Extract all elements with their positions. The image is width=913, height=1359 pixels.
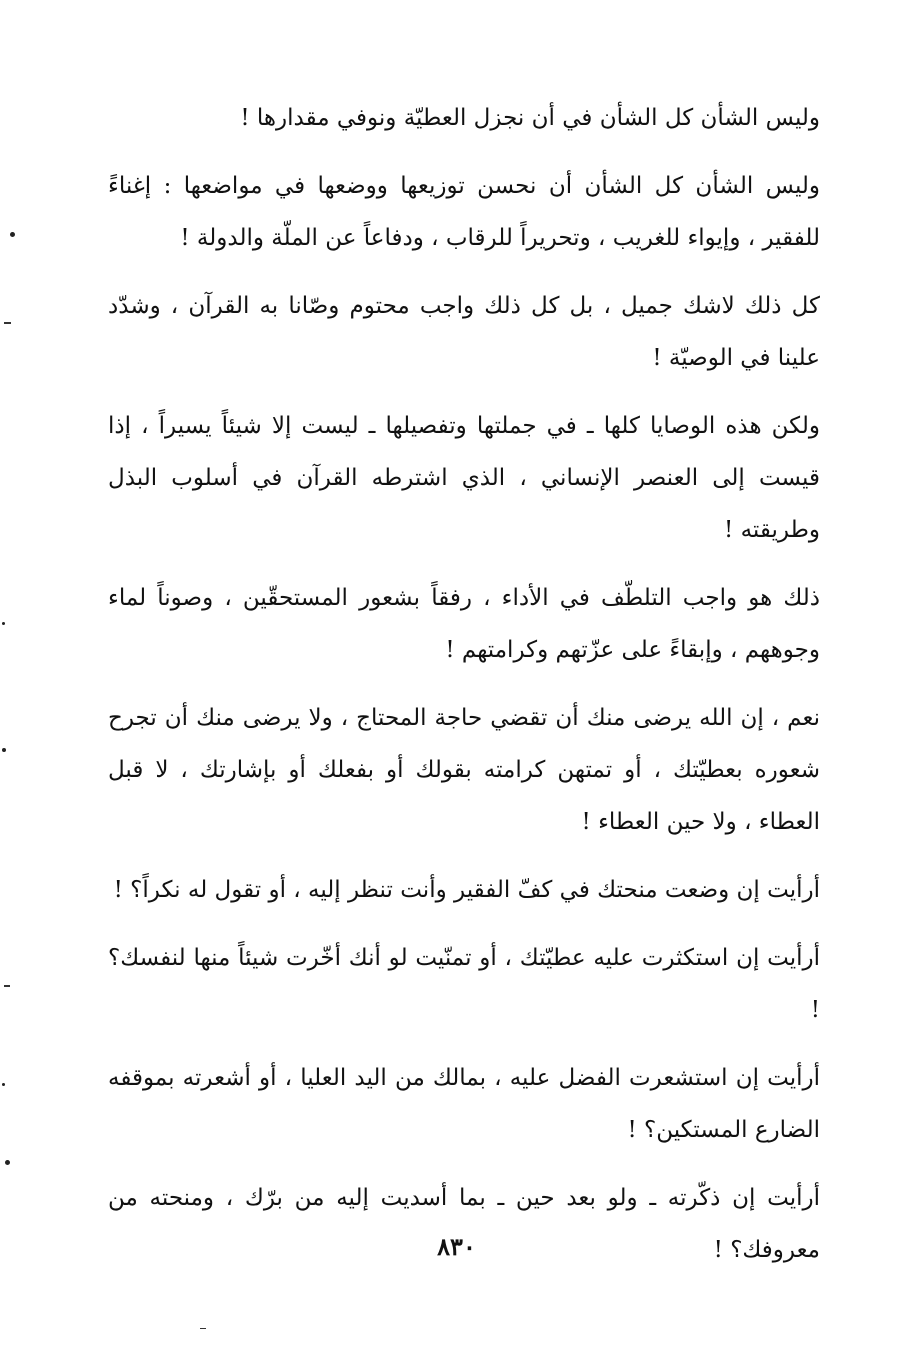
scan-speck: [2, 622, 5, 625]
paragraph-1: وليس الشأن كل الشأن في أن نجزل العطيّة ونوفي مقدارها !: [240, 105, 820, 131]
scan-speck: [200, 1328, 206, 1329]
scan-speck: [2, 1083, 5, 1086]
paragraph-3: كل ذلك لاشك جميل ، بل كل ذلك واجب محتوم وصّانا به القرآن ، وشدّد علينا في الوصيّة !: [108, 293, 820, 371]
scan-speck: [2, 748, 6, 752]
scan-speck: [5, 1160, 10, 1165]
body-text: [108, 92, 820, 1292]
scan-speck: [4, 322, 11, 324]
scan-speck: [4, 985, 10, 987]
paragraph-7: أرأيت إن وضعت منحتك في كفّ الفقير وأنت تنظر إليه ، أو تقول له نكراً؟ !: [113, 877, 820, 903]
scan-speck: [10, 232, 15, 237]
paragraph-4: ولكن هذه الوصايا كلها ـ في جملتها وتفصيلها ـ ليست إلا شيئاً يسيراً ، إذا قيست إلى العنصر الإنساني ، الذي اشترطه القرآن في أسلوب البذل وطريقته !: [108, 413, 820, 543]
paragraph-2: وليس الشأن كل الشأن أن نحسن توزيعها ووضعها في مواضعها : إغناءً للفقير ، وإيواء للغريب ، وتحريراً للرقاب ، ودفاعاً عن الملّة والدولة !: [108, 173, 821, 251]
page-number: ٨٣٠: [437, 1232, 476, 1261]
paragraph-8: أرأيت إن استكثرت عليه عطيّتك ، أو تمنّيت لو أنك أخّرت شيئاً منها لنفسك؟ !: [108, 945, 820, 1023]
paragraph-10: أرأيت إن ذكّرته ـ ولو بعد حين ـ بما أسديت إليه من برّك ، ومنحته من معروفك؟ !: [108, 1185, 820, 1263]
paragraph-5: ذلك هو واجب التلطّف في الأداء ، رفقاً بشعور المستحقّين ، وصوناً لماء وجوههم ، وإبقاءً على عزّتهم وكرامتهم !: [108, 585, 820, 663]
paragraph-9: أرأيت إن استشعرت الفضل عليه ، بمالك من اليد العليا ، أو أشعرته بموقفه الضارع المستكين؟ !: [108, 1065, 820, 1143]
paragraph-6: نعم ، إن الله يرضى منك أن تقضي حاجة المحتاج ، ولا يرضى منك أن تجرح شعوره بعطيّتك ، أو تمتهن كرامته بقولك أو بفعلك أو بإشارتك ، لا قبل العطاء ، ولا حين العطاء !: [108, 705, 820, 835]
